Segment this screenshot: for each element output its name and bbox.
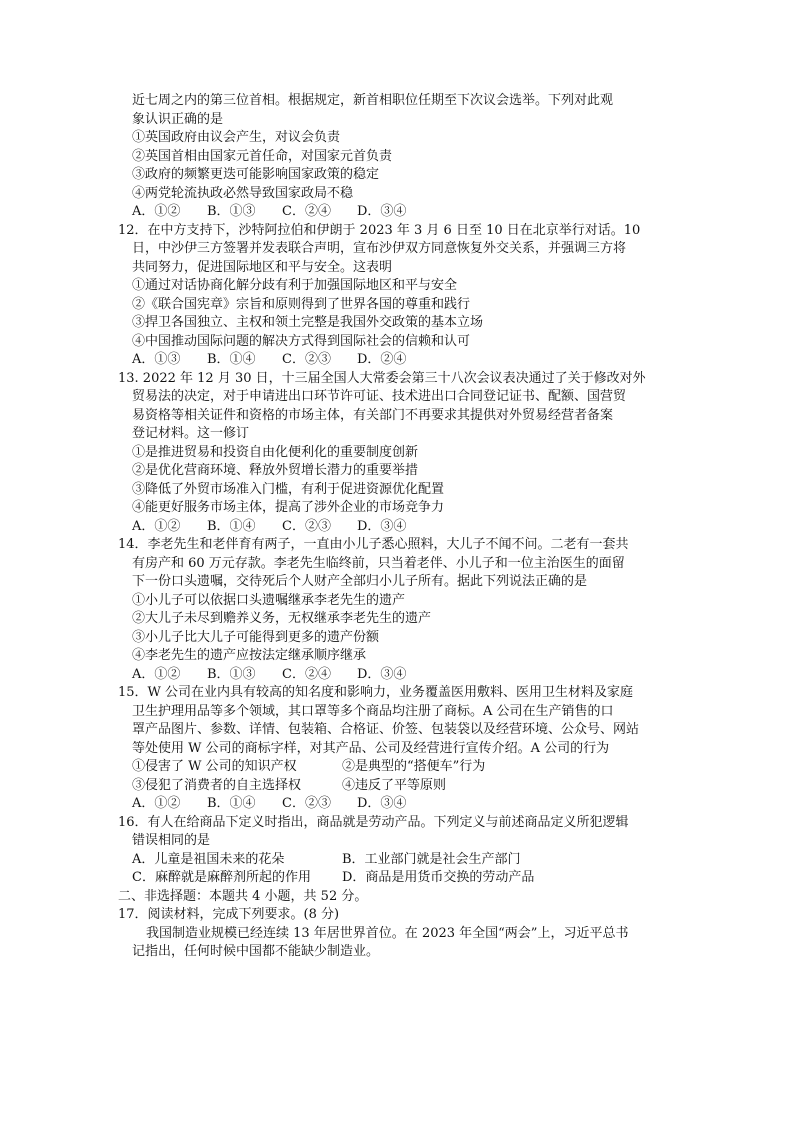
question-16-option: D．商品是用货币交换的劳动产品	[342, 870, 535, 885]
choice-a: A．①②	[132, 666, 181, 682]
question-11-stem-line: 近七周之内的第三位首相。根据规定，新首相职位任期至下次议会选举。下列对此观	[132, 93, 614, 108]
question-13-option: ①是推进贸易和投资自由化便利化的重要制度创新	[132, 444, 419, 460]
question-16-option-row	[118, 869, 678, 888]
choice-a: A．①②	[132, 204, 181, 219]
choice-a: A．①②	[132, 796, 181, 811]
choice-c: C．②③	[282, 352, 331, 367]
question-15-stem-line: 罩产品图片、参数、详情、包装箱、合格证、价签、包装袋以及经营环境、公众号、网站	[132, 722, 640, 737]
question-16-option: A．儿童是祖国未来的花朵	[132, 851, 285, 867]
question-17-stem: 17．阅读材料，完成下列要求。(8 分)	[118, 907, 340, 922]
question-16-stem-line: 错误相同的是	[132, 833, 211, 848]
question-11-option: ②英国首相由国家元首任命，对国家元首负责	[132, 148, 393, 164]
question-13-option: ②是优化营商环境、释放外贸增长潜力的重要举措	[132, 463, 419, 478]
question-12-stem-line: 日，中沙伊三方签署并发表联合声明，宣布沙伊双方同意恢复外交关系，并强调三方将	[132, 241, 627, 256]
question-12	[118, 222, 678, 370]
question-13-option: ③降低了外贸市场准入门槛，有利于促进资源优化配置	[132, 481, 445, 497]
question-15-option: ①侵害了 W 公司的知识产权	[132, 759, 297, 774]
choice-b: B．①④	[207, 352, 256, 367]
question-12-option: ④中国推动国际问题的解决方式得到国际社会的信赖和认可	[132, 333, 471, 349]
choice-c: C．②③	[282, 518, 331, 534]
question-16-option: B．工业部门就是社会生产部门	[342, 851, 521, 867]
choice-b: B．①③	[207, 666, 256, 682]
question-16	[118, 814, 678, 888]
question-14-option: ①小儿子可以依据口头遗嘱继承李老先生的遗产	[132, 592, 406, 608]
question-15-option: ④违反了平等原则	[342, 777, 447, 793]
question-17	[118, 906, 678, 962]
question-11-option: ④两党轮流执政必然导致国家政局不稳	[132, 185, 354, 201]
question-14-stem-line: 有房产和 60 万元存款。李老先生临终前，只当着老伴、小儿子和一位主治医生的面留	[132, 555, 625, 571]
question-16-stem-line: 16．有人在给商品下定义时指出，商品就是劳动产品。下列定义与前述商品定义所犯逻辑	[118, 814, 629, 830]
question-13-stem-line: 贸易法的决定，对于申请进出口环节许可证、技术进出口合同登记证书、配额、国营贸	[132, 389, 627, 404]
question-14-option: ④李老先生的遗产应按法定继承顺序继承	[132, 648, 367, 663]
question-17-material-line: 我国制造业规模已经连续 13 年居世界首位。在 2023 年全国“两会”上，习近平总书	[146, 925, 629, 941]
choice-d: D．③④	[357, 666, 407, 682]
choice-a: A．①②	[132, 518, 181, 534]
choice-d: D．③④	[357, 204, 407, 219]
question-11-stem-line: 象认识正确的是	[132, 111, 224, 127]
question-13	[118, 370, 678, 537]
question-14-stem-line: 下一份口头遗嘱，交待死后个人财产全部归小儿子所有。据此下列说法正确的是	[132, 574, 588, 589]
question-15-option-row	[118, 758, 678, 777]
question-12-stem-line: 共同努力，促进国际地区和平与安全。这表明	[132, 259, 393, 275]
question-12-stem-line: 12．在中方支持下，沙特阿拉伯和伊朗于 2023 年 3 月 6 日至 10 日在北京举行对话。10	[118, 222, 641, 238]
question-15-option: ③侵犯了消费者的自主选择权	[132, 777, 302, 793]
question-13-stem-line: 登记材料。这一修订	[132, 426, 250, 441]
question-16-option-row	[118, 851, 678, 870]
question-15-stem-line: 等处使用 W 公司的商标字样，对其产品、公司及经营进行宣传介绍。A 公司的行为	[132, 740, 610, 756]
choice-d: D．③④	[357, 518, 407, 534]
question-15-choices	[118, 795, 678, 814]
question-15-stem-line: 15．W 公司在业内具有较高的知名度和影响力，业务覆盖医用敷料、医用卫生材料及家庭	[118, 685, 634, 700]
question-12-option: ③捍卫各国独立、主权和领土完整是我国外交政策的基本立场	[132, 315, 484, 330]
question-14-option: ②大儿子未尽到赡养义务，无权继承李老先生的遗产	[132, 611, 432, 626]
question-11-option: ①英国政府由议会产生，对议会负责	[132, 130, 341, 145]
question-14-choices	[118, 666, 678, 685]
choice-d: D．③④	[357, 796, 407, 811]
choice-b: B．①④	[207, 796, 256, 811]
choice-a: A．①③	[132, 352, 181, 367]
question-12-option: ②《联合国宪章》宗旨和原则得到了世界各国的尊重和践行	[132, 296, 471, 312]
question-15-option-row	[118, 777, 678, 796]
section-2-title: 二、非选择题：本题共 4 小题，共 52 分。	[118, 888, 368, 904]
exam-page	[118, 92, 678, 962]
question-15	[118, 684, 678, 814]
question-15-option: ②是典型的“搭便车”行为	[342, 759, 486, 774]
question-12-option: ①通过对话协商化解分歧有利于加强国际地区和平与安全	[132, 278, 458, 293]
question-13-option: ④能更好服务市场主体，提高了涉外企业的市场竞争力	[132, 500, 445, 515]
choice-c: C．②③	[282, 796, 331, 811]
choice-b: B．①④	[207, 518, 256, 534]
question-11-option: ③政府的频繁更迭可能影响国家政策的稳定	[132, 167, 380, 182]
question-15-stem-line: 卫生护理用品等多个领域，其口罩等多个商品均注册了商标。A 公司在生产销售的口	[132, 703, 614, 719]
choice-c: C．②④	[282, 666, 331, 682]
question-16-option: C．麻醉就是麻醉剂所起的作用	[132, 870, 311, 885]
question-11	[118, 92, 678, 222]
question-14-option: ③小儿子比大儿子可能得到更多的遗产份额	[132, 629, 380, 645]
question-13-stem-line: 13. 2022 年 12 月 30 日，十三届全国人大常委会第三十八次会议表决通过了关于修改对外	[118, 370, 646, 386]
choice-b: B．①③	[207, 204, 256, 219]
choice-c: C．②④	[282, 204, 331, 219]
question-13-choices	[118, 518, 678, 537]
question-14	[118, 536, 678, 684]
choice-d: D．②④	[357, 352, 407, 367]
question-11-choices	[118, 203, 678, 222]
question-17-material-line: 记指出，任何时候中国都不能缺少制造业。	[132, 944, 380, 959]
question-13-stem-line: 易资格等相关证件和资格的市场主体，有关部门不再要求其提供对外贸易经营者备案	[132, 407, 614, 423]
question-12-choices	[118, 351, 678, 370]
question-14-stem-line: 14．李老先生和老伴育有两子，一直由小儿子悉心照料，大儿子不闻不问。二老有一套共	[118, 537, 629, 552]
